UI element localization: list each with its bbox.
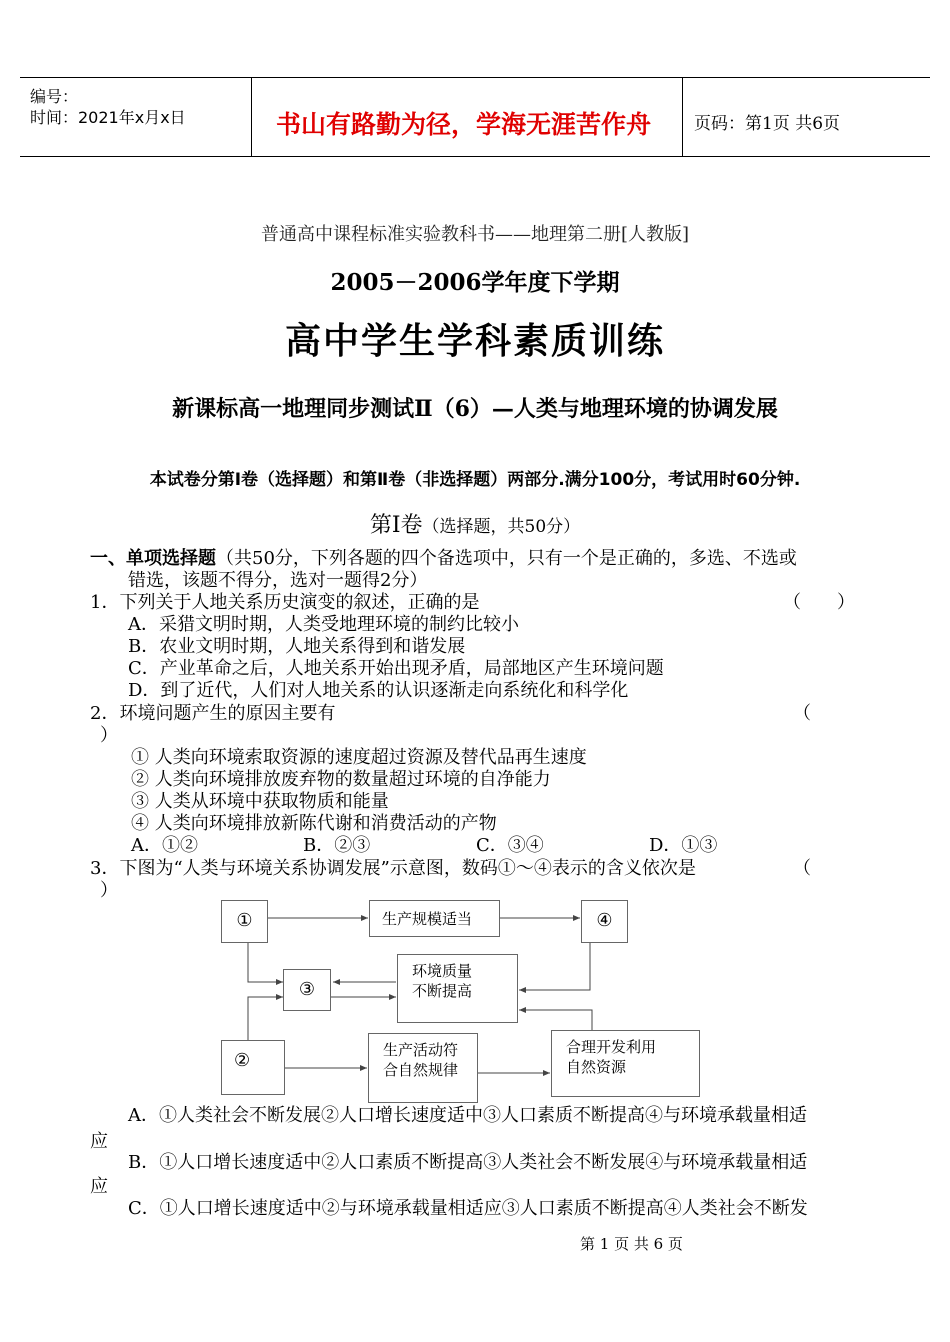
q3-option-b-wrap: 应	[90, 1176, 108, 1197]
q1-answer-bracket: （ ）	[783, 592, 855, 613]
page-indicator: 页码：第1页 共6页	[694, 114, 841, 134]
diagram-box-env	[397, 954, 518, 1023]
diagram-law-line1: 生产活动符	[383, 1041, 459, 1059]
q1-stem: 1．下列关于人地关系历史演变的叙述，正确的是	[90, 592, 480, 613]
arrow-1-to-3	[248, 943, 283, 982]
diagram-env-line1: 环境质量	[412, 962, 473, 980]
part1-note: （选择题，共50分）	[422, 517, 581, 537]
exam-intro: 本试卷分第Ⅰ卷（选择题）和第Ⅱ卷（非选择题）两部分.满分100分，考试用时60分钟.	[149, 470, 801, 490]
section1-heading-line2: 错选，该题不得分，选对一题得2分）	[128, 570, 428, 591]
header-motto: 书山有路勤为径，学海无涯苦作舟	[276, 110, 652, 139]
diagram-res-line2: 自然资源	[566, 1058, 627, 1076]
q2-item-4: ④ 人类向环境排放新陈代谢和消费活动的产物	[131, 813, 497, 834]
diagram-box-law	[368, 1033, 478, 1103]
q2-choice-d: D．①③	[649, 835, 718, 856]
diagram-box-scale: 生产规模适当	[369, 900, 500, 937]
q2-item-1: ① 人类向环境索取资源的速度超过资源及替代品再生速度	[131, 747, 587, 768]
arrow-res-to-env	[519, 1010, 592, 1030]
q3-option-c: C．①人口增长速度适中②与环境承载量相适应③人口素质不断提高④人类社会不断发	[128, 1198, 808, 1219]
q2-item-2: ② 人类向环境排放废弃物的数量超过环境的自净能力	[131, 769, 551, 790]
section1-heading-rest: （共50分，下列各题的四个备选项中，只有一个是正确的，多选、不选或	[216, 548, 797, 569]
q3-option-b: B．①人口增长速度适中②人口素质不断提高③人类社会不断发展④与环境承载量相适	[128, 1152, 808, 1173]
q2-item-3: ③ 人类从环境中获取物质和能量	[131, 791, 389, 812]
diagram-law-line2: 合自然规律	[383, 1061, 459, 1079]
arrow-4-to-env	[519, 943, 590, 990]
page-footer: 第 1 页 共 6 页	[580, 1235, 683, 1253]
q2-choice-c: C．③④	[476, 835, 544, 856]
q2-bracket-open: （	[793, 703, 811, 724]
diagram-box-4: ④	[581, 900, 628, 943]
q1-option-a: A．采猎文明时期，人类受地理环境的制约比较小	[128, 614, 519, 635]
doc-number-label: 编号：	[30, 87, 79, 106]
q3-stem: 3．下图为“人类与环境关系协调发展”示意图，数码①～④表示的含义依次是	[90, 858, 696, 879]
book-title: 普通高中课程标准实验教科书——地理第二册[人教版]	[260, 224, 690, 245]
q1-option-c: C．产业革命之后，人地关系开始出现矛盾，局部地区产生环境问题	[128, 658, 664, 679]
q2-stem: 2．环境问题产生的原因主要有	[90, 703, 336, 724]
arrow-2-to-3	[248, 997, 283, 1040]
q2-bracket-close: ）	[100, 725, 118, 746]
diagram-box-3: ③	[283, 969, 331, 1011]
q3-bracket-open: （	[793, 858, 811, 879]
doc-time-label: 时间：2021年x月x日	[30, 108, 186, 127]
main-title: 高中学生学科素质训练	[284, 321, 665, 362]
diagram-box-1: ①	[221, 900, 268, 943]
diagram-env-line2: 不断提高	[412, 982, 473, 1000]
diagram-box-resources	[551, 1030, 700, 1097]
q3-option-a: A．①人类社会不断发展②人口增长速度适中③人口素质不断提高④与环境承载量相适	[128, 1105, 807, 1126]
q3-bracket-close: ）	[100, 880, 118, 901]
test-subtitle: 新课标高一地理同步测试Ⅱ（6）—人类与地理环境的协调发展	[172, 396, 778, 422]
diagram-res-line1: 合理开发利用	[566, 1038, 657, 1056]
section1-heading-bold: 一、单项选择题	[90, 548, 216, 569]
q3-option-a-wrap: 应	[90, 1131, 108, 1152]
q1-option-d: D．到了近代，人们对人地关系的认识逐渐走向系统化和科学化	[128, 680, 629, 701]
term-title: 2005－2006学年度下学期	[330, 269, 620, 296]
q2-choice-a: A．①②	[131, 835, 198, 856]
q1-option-b: B．农业文明时期，人地关系得到和谐发展	[128, 636, 466, 657]
part1-title: 第Ⅰ卷	[369, 513, 423, 538]
q2-choice-b: B．②③	[303, 835, 371, 856]
diagram-box-2: ②	[221, 1040, 285, 1095]
